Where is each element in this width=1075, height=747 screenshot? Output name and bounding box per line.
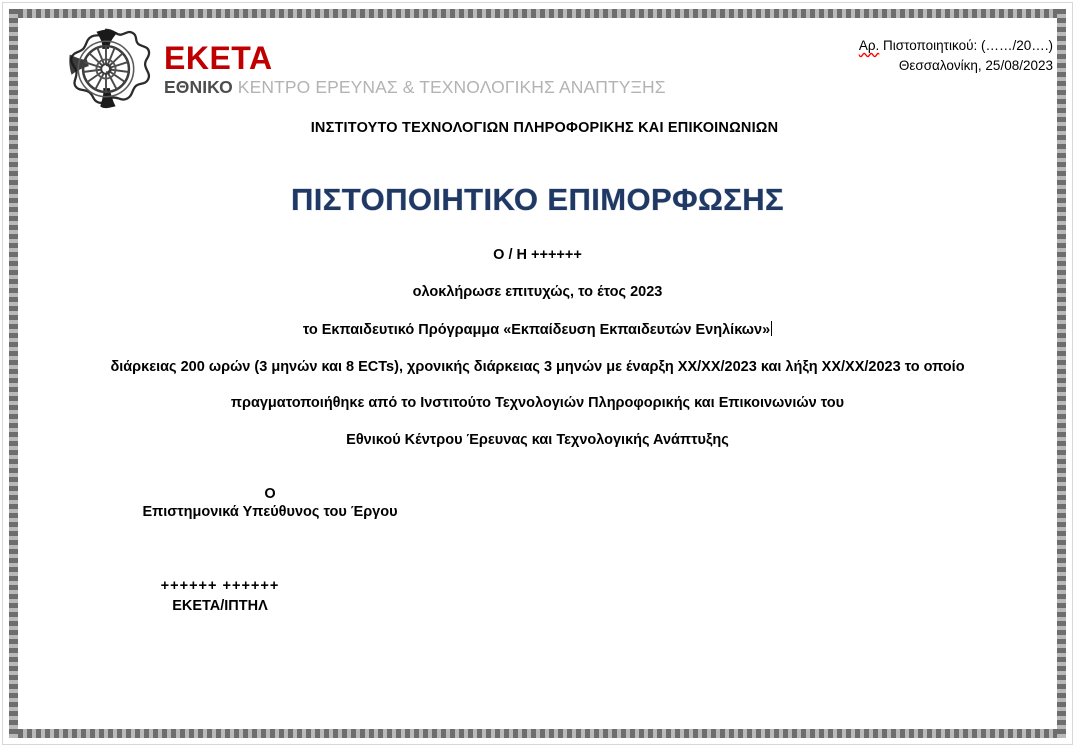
signer-organization: ΕΚΕΤΑ/ΙΠΤΗΛ	[172, 597, 268, 614]
program-text: το Εκπαιδευτικό Πρόγραμμα «Εκπαίδευση Εκπαιδευτών Ενηλίκων»	[302, 322, 771, 338]
body-line: Ο / Η ++++++	[493, 247, 582, 263]
institute-name: ΙΝΣΤΙΤΟΥΤΟ ΤΕΧΝΟΛΟΓΙΩΝ ΠΛΗΡΟΦΟΡΙΚΗΣ ΚΑΙ ΕΠΙΚΟΙΝΩΝΙΩΝ	[310, 120, 779, 136]
document-header	[22, 20, 1053, 136]
page-border-left	[9, 9, 18, 738]
certificate-number-value: Πιστοποιητικού: (……/20….)	[879, 38, 1053, 53]
ekete-tagline	[164, 77, 666, 98]
page-border-right	[1057, 9, 1066, 738]
certificate-body	[22, 248, 1053, 447]
text-cursor-caret	[771, 321, 772, 336]
page-content	[22, 20, 1053, 725]
signer-name: ++++++ ++++++	[160, 578, 280, 595]
page-title: ΠΙΣΤΟΠΟΙΗΤΙΚΟ ΕΠΙΜΟΡΦΩΣΗΣ	[290, 182, 784, 217]
signer-block	[22, 577, 390, 616]
ekete-logo-text	[164, 40, 666, 98]
page-border-top	[9, 9, 1066, 18]
certificate-meta	[859, 36, 1053, 75]
body-line: διάρκειας 200 ωρών (3 μηνών και 8 ECTs), χρονικής διάρκειας 3 μηνών με έναρξη ΧΧ/ΧΧ/2023 και λήξη ΧΧ/ΧΧ/2023 το οποίο	[110, 358, 965, 375]
ekete-wheel-emblem-icon	[58, 26, 154, 112]
signature-role-block	[22, 485, 490, 521]
certificate-number-label: Αρ.	[858, 38, 880, 53]
signature-role-article: Ο	[264, 486, 276, 502]
body-line: πραγματοποιήθηκε από το Ινστιτούτο Τεχνολογιών Πληροφορικής και Επικοινωνιών του	[230, 395, 845, 411]
signature-role-title: Επιστημονικά Υπεύθυνος του Έργου	[142, 504, 398, 521]
ekete-logo	[58, 26, 666, 112]
body-line-program	[22, 321, 1053, 338]
place-and-date: Θεσσαλονίκη, 25/08/2023	[898, 57, 1053, 73]
certificate-number-line	[859, 36, 1053, 56]
ekete-tagline-rest: ΚΕΝΤΡΟ ΕΡΕΥΝΑΣ & ΤΕΧΝΟΛΟΓΙΚΗΣ ΑΝΑΠΤΥΞΗΣ	[232, 76, 666, 97]
ekete-acronym: ΕΚΕΤΑ	[164, 40, 273, 77]
body-line: Εθνικού Κέντρου Έρευνας και Τεχνολογικής Ανάπτυξης	[346, 431, 729, 448]
body-line: ολοκλήρωσε επιτυχώς, το έτος 2023	[412, 283, 663, 300]
page-border-bottom	[9, 729, 1066, 738]
ekete-tagline-strong: ΕΘΝΙΚΟ	[164, 76, 233, 97]
